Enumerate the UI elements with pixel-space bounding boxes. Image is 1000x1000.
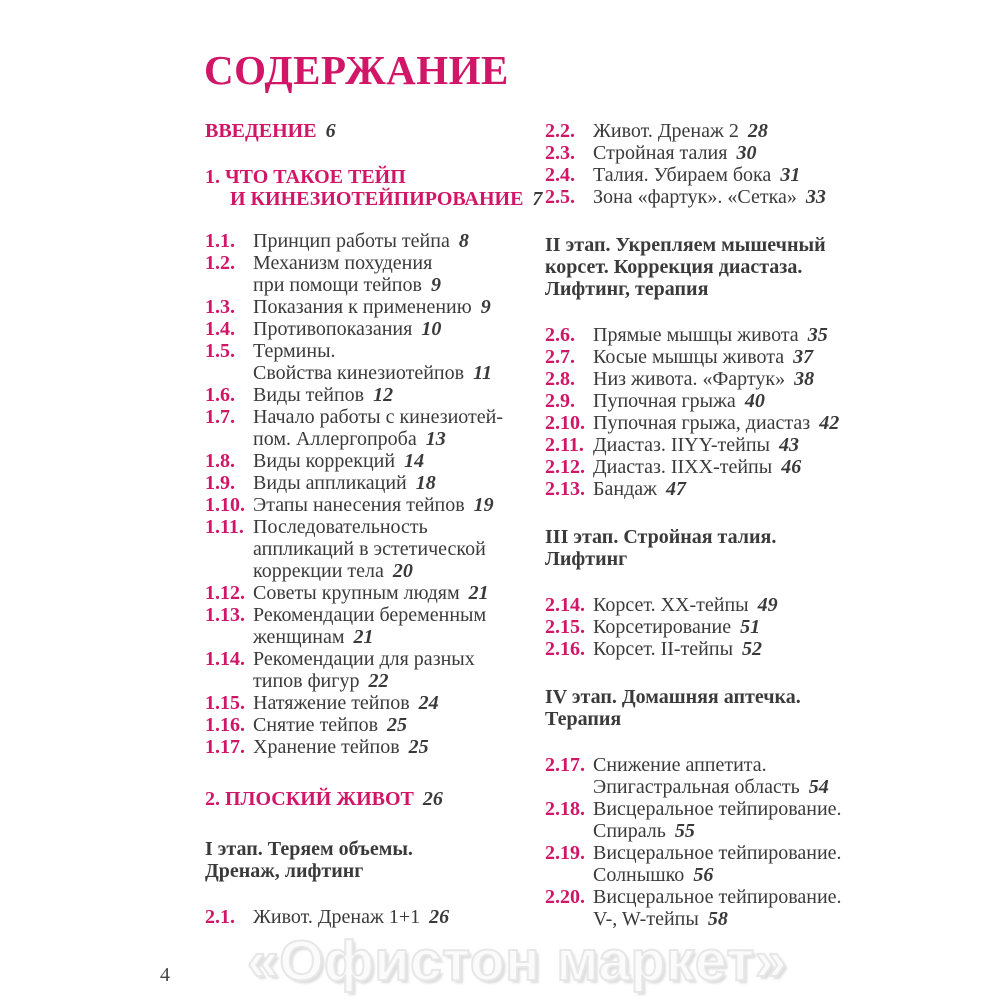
toc-item [205, 648, 545, 692]
toc-line-text: Снижение аппетита. [593, 754, 767, 776]
toc-line [545, 526, 1000, 548]
toc-page-ref: 37 [793, 346, 814, 368]
toc-item-number: 1.6. [205, 384, 235, 406]
toc-line [253, 274, 545, 296]
toc-item [545, 886, 1000, 930]
toc-item-number: 2.11. [545, 434, 584, 456]
toc-item [545, 390, 1000, 412]
toc-stage [205, 838, 545, 882]
toc-item [205, 582, 545, 604]
toc-page-ref: 31 [780, 164, 801, 186]
toc-item [205, 906, 545, 928]
toc-item-number: 1.15. [205, 692, 245, 714]
toc-item-number: 1.2. [205, 252, 235, 274]
toc-line [253, 626, 545, 648]
toc-line-text: Начало работы с кинезиотей- [253, 406, 504, 428]
toc-item [545, 142, 1000, 164]
toc-line-text: женщинам [253, 626, 345, 648]
toc-item [205, 604, 545, 648]
toc-line [205, 166, 545, 188]
toc-page-ref: 55 [674, 820, 695, 842]
toc-line [593, 886, 1000, 908]
toc-line-text: Висцеральное тейпирование. [593, 842, 842, 864]
toc-line [593, 412, 1000, 434]
toc-columns [205, 120, 1000, 930]
toc-line [253, 340, 545, 362]
toc-line [593, 456, 1000, 478]
toc-item [205, 406, 545, 450]
toc-item [545, 164, 1000, 186]
toc-item [545, 594, 1000, 616]
toc-line-text: Противопоказания [253, 318, 413, 340]
toc-line [593, 142, 1000, 164]
toc-line-text: Дренаж, лифтинг [205, 860, 364, 882]
toc-line-text: 1. ЧТО ТАКОЕ ТЕЙП [205, 166, 406, 188]
toc-line [253, 296, 545, 318]
toc-item [205, 318, 545, 340]
toc-line-text: III этап. Стройная талия. [545, 526, 777, 548]
toc-item [205, 252, 545, 296]
toc-item-number: 1.1. [205, 230, 235, 252]
toc-line [593, 368, 1000, 390]
toc-line [545, 256, 1000, 278]
toc-item-number: 2.17. [545, 754, 585, 776]
toc-line [253, 252, 545, 274]
toc-line [253, 450, 545, 472]
toc-line-text: II этап. Укрепляем мышечный [545, 234, 826, 256]
toc-line [253, 538, 545, 560]
toc-line [593, 186, 1000, 208]
toc-line-text: Показания к применению [253, 296, 472, 318]
toc-line [205, 188, 545, 210]
toc-item [205, 384, 545, 406]
toc-line-text: Лифтинг, терапия [545, 278, 709, 300]
toc-line [253, 692, 545, 714]
toc-page-ref: 30 [736, 142, 757, 164]
toc-line [253, 362, 545, 384]
toc-line-text: Советы крупным людям [253, 582, 460, 604]
toc-page-ref: 47 [665, 478, 686, 500]
toc-line-text: типов фигур [253, 670, 360, 692]
toc-item-number: 1.14. [205, 648, 245, 670]
toc-line-text: Виды коррекций [253, 450, 396, 472]
toc-line [205, 860, 545, 882]
toc-page-ref: 21 [468, 582, 489, 604]
toc-item-number: 2.6. [545, 324, 575, 346]
toc-page-ref: 40 [744, 390, 765, 412]
toc-item-number: 1.4. [205, 318, 235, 340]
toc-line [545, 278, 1000, 300]
toc-item [545, 638, 1000, 660]
toc-page-ref: 24 [418, 692, 439, 714]
toc-item [545, 346, 1000, 368]
toc-page-ref: 51 [740, 616, 761, 638]
toc-line [593, 776, 1000, 798]
toc-line-text: при помощи тейпов [253, 274, 422, 296]
toc-line [593, 390, 1000, 412]
toc-line-text: И КИНЕЗИОТЕЙПИРОВАНИЕ [230, 188, 524, 210]
toc-page-ref: 13 [425, 428, 446, 450]
toc-page-ref: 14 [404, 450, 425, 472]
toc-line [253, 582, 545, 604]
toc-item [205, 472, 545, 494]
toc-stage [545, 526, 1000, 570]
toc-line [593, 478, 1000, 500]
toc-page-ref: 43 [778, 434, 799, 456]
toc-line-text: Пупочная грыжа, диастаз [593, 412, 811, 434]
toc-item-number: 2.2. [545, 120, 575, 142]
toc-item-number: 1.9. [205, 472, 235, 494]
toc-page-ref: 28 [747, 120, 768, 142]
toc-line-text: Терапия [545, 708, 622, 730]
toc-item-number: 1.13. [205, 604, 245, 626]
toc-line [253, 560, 545, 582]
toc-item [545, 120, 1000, 142]
toc-line-text: Эпигастральная область [593, 776, 800, 798]
toc-line [593, 594, 1000, 616]
toc-item-number: 1.16. [205, 714, 245, 736]
toc-page-ref: 21 [353, 626, 374, 648]
toc-line-text: Корсет. II-тейпы [593, 638, 734, 660]
toc-line-text: ВВЕДЕНИЕ [205, 120, 317, 142]
toc-line [253, 714, 545, 736]
toc-line-text: Термины. [253, 340, 336, 362]
toc-item-number: 1.12. [205, 582, 245, 604]
toc-item [205, 340, 545, 384]
toc-line-text: Низ живота. «Фартук» [593, 368, 786, 390]
toc-item-number: 2.18. [545, 798, 585, 820]
toc-line [253, 472, 545, 494]
toc-line-text: Последовательность [253, 516, 428, 538]
toc-page-ref: 19 [473, 494, 494, 516]
toc-line-text: V-, W-тейпы [593, 908, 699, 930]
toc-item [205, 714, 545, 736]
toc-line-text: корсет. Коррекция диастаза. [545, 256, 803, 278]
toc-item [545, 478, 1000, 500]
toc-item [545, 368, 1000, 390]
toc-item-number: 1.8. [205, 450, 235, 472]
toc-item-number: 2.8. [545, 368, 575, 390]
toc-item-number: 1.3. [205, 296, 235, 318]
toc-line-text: Пупочная грыжа [593, 390, 736, 412]
toc-line-text: Диастаз. IIXX-тейпы [593, 456, 773, 478]
toc-line [593, 798, 1000, 820]
toc-line [253, 494, 545, 516]
toc-item-number: 1.11. [205, 516, 244, 538]
toc-line [545, 234, 1000, 256]
toc-line-text: Снятие тейпов [253, 714, 379, 736]
toc-item-number: 2.10. [545, 412, 585, 434]
toc-line-text: Бандаж [593, 478, 657, 500]
toc-line [593, 324, 1000, 346]
toc-item [205, 450, 545, 472]
toc-line-text: пом. Аллергопроба [253, 428, 417, 450]
toc-line-text: Лифтинг [545, 548, 628, 570]
toc-column-right [545, 120, 1000, 930]
toc-line [593, 638, 1000, 660]
toc-line [253, 230, 545, 252]
toc-item [545, 456, 1000, 478]
toc-page-ref: 25 [387, 714, 408, 736]
toc-page-ref: 9 [430, 274, 441, 296]
toc-item [545, 754, 1000, 798]
toc-item-number: 2.15. [545, 616, 585, 638]
toc-line-text: Натяжение тейпов [253, 692, 410, 714]
toc-line-text: 2. ПЛОСКИЙ ЖИВОТ [205, 788, 414, 810]
toc-item [545, 324, 1000, 346]
toc-item-number: 1.5. [205, 340, 235, 362]
toc-line [593, 820, 1000, 842]
toc-item-number: 2.20. [545, 886, 585, 908]
toc-item-number: 2.7. [545, 346, 575, 368]
toc-page-ref: 8 [458, 230, 469, 252]
toc-line [545, 686, 1000, 708]
toc-page-ref: 12 [373, 384, 394, 406]
toc-page-ref: 26 [429, 906, 450, 928]
toc-page-ref: 56 [693, 864, 714, 886]
toc-line-text: Принцип работы тейпа [253, 230, 450, 252]
toc-page-ref: 10 [421, 318, 442, 340]
toc-line [593, 908, 1000, 930]
toc-line-text: Солнышко [593, 864, 685, 886]
toc-item-number: 2.19. [545, 842, 585, 864]
toc-item [205, 296, 545, 318]
toc-line-text: Рекомендации беременным [253, 604, 487, 626]
toc-chapter [205, 788, 545, 810]
toc-line-text: Висцеральное тейпирование. [593, 886, 842, 908]
toc-line [593, 434, 1000, 456]
toc-line [545, 548, 1000, 570]
toc-page-ref: 6 [325, 120, 336, 142]
toc-page-ref: 33 [805, 186, 826, 208]
toc-page-ref: 25 [408, 736, 429, 758]
toc-item [205, 230, 545, 252]
toc-line-text: аппликаций в эстетической [253, 538, 486, 560]
toc-line-text: Корсетирование [593, 616, 732, 638]
toc-line-text: Спираль [593, 820, 666, 842]
toc-stage [545, 234, 1000, 300]
toc-line [253, 670, 545, 692]
toc-item [205, 692, 545, 714]
toc-line [205, 120, 545, 142]
toc-line [593, 346, 1000, 368]
toc-line-text: Хранение тейпов [253, 736, 400, 758]
toc-item-number: 2.5. [545, 186, 575, 208]
toc-line [593, 754, 1000, 776]
toc-line-text: Талия. Убираем бока [593, 164, 772, 186]
toc-line-text: Косые мышцы живота [593, 346, 785, 368]
toc-item [545, 186, 1000, 208]
toc-line [253, 384, 545, 406]
toc-item-number: 1.7. [205, 406, 235, 428]
watermark-text: «Офистон маркет» [247, 929, 787, 993]
toc-line-text: Свойства кинезиотейпов [253, 362, 465, 384]
toc-line [593, 864, 1000, 886]
toc-line [253, 428, 545, 450]
toc-page-ref: 52 [742, 638, 763, 660]
toc-line-text: Виды тейпов [253, 384, 365, 406]
toc-item [205, 736, 545, 758]
toc-line [253, 604, 545, 626]
toc-chapter [205, 166, 545, 210]
toc-item-number: 2.4. [545, 164, 575, 186]
toc-item-number: 2.9. [545, 390, 575, 412]
toc-page-ref: 35 [807, 324, 828, 346]
toc-item-number: 1.17. [205, 736, 245, 758]
toc-chapter [205, 120, 545, 142]
toc-line [593, 164, 1000, 186]
toc-line [253, 648, 545, 670]
toc-item-number: 1.10. [205, 494, 245, 516]
toc-line-text: I этап. Теряем объемы. [205, 838, 413, 860]
toc-line [545, 708, 1000, 730]
toc-line [253, 906, 545, 928]
toc-column-left [205, 120, 545, 928]
toc-page-ref: 49 [757, 594, 778, 616]
toc-page-ref: 38 [794, 368, 815, 390]
toc-line [253, 516, 545, 538]
toc-item-number: 2.1. [205, 906, 235, 928]
toc-line-text: Стройная талия [593, 142, 728, 164]
toc-item [205, 516, 545, 582]
toc-line-text: Этапы нанесения тейпов [253, 494, 465, 516]
toc-page-ref: 9 [480, 296, 491, 318]
toc-item [545, 412, 1000, 434]
toc-line-text: Виды аппликаций [253, 472, 407, 494]
toc-line [253, 318, 545, 340]
toc-page-ref: 7 [532, 188, 543, 210]
toc-line [205, 788, 545, 810]
toc-item [545, 798, 1000, 842]
toc-line-text: Живот. Дренаж 1+1 [253, 906, 421, 928]
toc-page-ref: 58 [707, 908, 728, 930]
toc-stage [545, 686, 1000, 730]
toc-line-text: коррекции тела [253, 560, 384, 582]
toc-page-ref: 20 [392, 560, 413, 582]
toc-page-ref: 46 [781, 456, 802, 478]
toc-line-text: Корсет. XX-тейпы [593, 594, 749, 616]
toc-page-ref: 22 [368, 670, 389, 692]
toc-page-ref: 42 [819, 412, 840, 434]
toc-line [593, 120, 1000, 142]
toc-item-number: 2.3. [545, 142, 575, 164]
toc-line [205, 838, 545, 860]
toc-line-text: IV этап. Домашняя аптечка. [545, 686, 801, 708]
toc-line-text: Живот. Дренаж 2 [593, 120, 739, 142]
toc-line [253, 736, 545, 758]
toc-item-number: 2.13. [545, 478, 585, 500]
toc-line [593, 616, 1000, 638]
page-title: СОДЕРЖАНИЕ [204, 47, 509, 93]
toc-line-text: Зона «фартук». «Сетка» [593, 186, 797, 208]
toc-item [545, 616, 1000, 638]
toc-item-number: 2.12. [545, 456, 585, 478]
toc-page-ref: 26 [422, 788, 443, 810]
toc-line [593, 842, 1000, 864]
toc-line-text: Прямые мышцы живота [593, 324, 799, 346]
folio-page-number: 4 [160, 964, 170, 986]
toc-page-ref: 11 [473, 362, 492, 384]
toc-item-number: 2.14. [545, 594, 585, 616]
toc-item [545, 842, 1000, 886]
toc-line-text: Механизм похудения [253, 252, 433, 274]
toc-item [205, 494, 545, 516]
toc-line-text: Рекомендации для разных [253, 648, 475, 670]
toc-item [545, 434, 1000, 456]
toc-page-ref: 18 [415, 472, 436, 494]
toc-page-ref: 54 [808, 776, 829, 798]
toc-item-number: 2.16. [545, 638, 585, 660]
toc-line-text: Висцеральное тейпирование. [593, 798, 842, 820]
toc-line-text: Диастаз. IIYY-тейпы [593, 434, 770, 456]
toc-line [253, 406, 545, 428]
